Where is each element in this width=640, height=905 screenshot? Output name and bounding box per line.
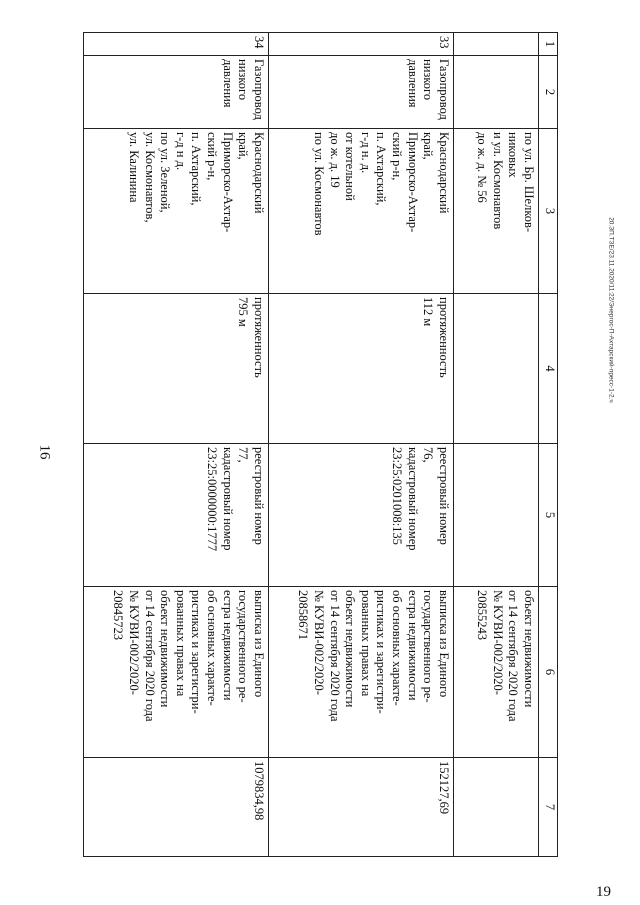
cell-registry: реестровый номер 76, кадастровый номер 23:25:0201008:135 bbox=[269, 444, 454, 587]
table-row bbox=[269, 33, 454, 857]
header-col-4: 4 bbox=[539, 294, 558, 444]
cell-number bbox=[454, 33, 539, 56]
header-col-1: 1 bbox=[539, 33, 558, 56]
header-col-7: 7 bbox=[539, 758, 558, 857]
cell-name bbox=[454, 56, 539, 129]
property-registry-table bbox=[83, 32, 558, 857]
cell-value: 152127,69 bbox=[269, 758, 454, 857]
cell-name: Газопровод низкого давления bbox=[84, 56, 269, 129]
header-col-3: 3 bbox=[539, 129, 558, 294]
table-row-continuation bbox=[454, 33, 539, 857]
cell-document: выписка из Единого государственного ре- естра недвижимости об основных характе- ристиках и зарегистри- рованных правах на объект недвижимости от 14 сентября 2020 года № КУВИ-002/2020- 20845723 bbox=[84, 587, 269, 758]
cell-length: протяженность 112 м bbox=[269, 294, 454, 444]
cell-address: по ул. Бр. Шелков- никовых и ул. Космонавтов до ж. д. № 56 bbox=[454, 129, 539, 294]
table-header-row bbox=[539, 33, 558, 857]
table-row bbox=[84, 33, 269, 857]
document-side-note: 20.ЗП.ТЗЕ/23.11.2020/11:22/Энергос-П-Ахтарский-пресс-1-2.ч bbox=[607, 217, 615, 403]
cell-address: Краснодарский край, Приморско-Ахтар- ский р-н, п. Ахтарский, г-д н. д. от котельной до ж. д. 19 по ул. Космонавтов bbox=[269, 129, 454, 294]
header-col-2: 2 bbox=[539, 56, 558, 129]
cell-length: протяженность 795 м bbox=[84, 294, 269, 444]
cell-length bbox=[454, 294, 539, 444]
cell-document: объект недвижимости от 14 сентября 2020 года № КУВИ-002/2020- 20855243 bbox=[454, 587, 539, 758]
cell-document: выписка из Единого государственного ре- естра недвижимости об основных характе- ристиках и зарегистри- рованных правах на объект недвижимости от 14 сентября 2020 года № КУВИ-002/2020- 20858671 bbox=[269, 587, 454, 758]
cell-number: 34 bbox=[84, 33, 269, 56]
registry-table-container bbox=[98, 32, 558, 857]
cell-address: Краснодарский край, Приморско-Ахтар- ский р-н, п. Ахтарский, г-д н д. по ул. Зеленой, ул. Космонавтов, ул. Калинина bbox=[84, 129, 269, 294]
cell-number: 33 bbox=[269, 33, 454, 56]
page-number-bottom: 19 bbox=[596, 884, 611, 900]
cell-registry bbox=[454, 444, 539, 587]
header-col-5: 5 bbox=[539, 444, 558, 587]
page-number-top: 16 bbox=[36, 444, 53, 460]
cell-name: Газопровод низкого давления bbox=[269, 56, 454, 129]
header-col-6: 6 bbox=[539, 587, 558, 758]
cell-value: 1079834,98 bbox=[84, 758, 269, 857]
cell-value bbox=[454, 758, 539, 857]
cell-registry: реестровый номер 77, кадастровый номер 23:25:0000000:1777 bbox=[84, 444, 269, 587]
rotated-table-frame bbox=[98, 32, 558, 857]
